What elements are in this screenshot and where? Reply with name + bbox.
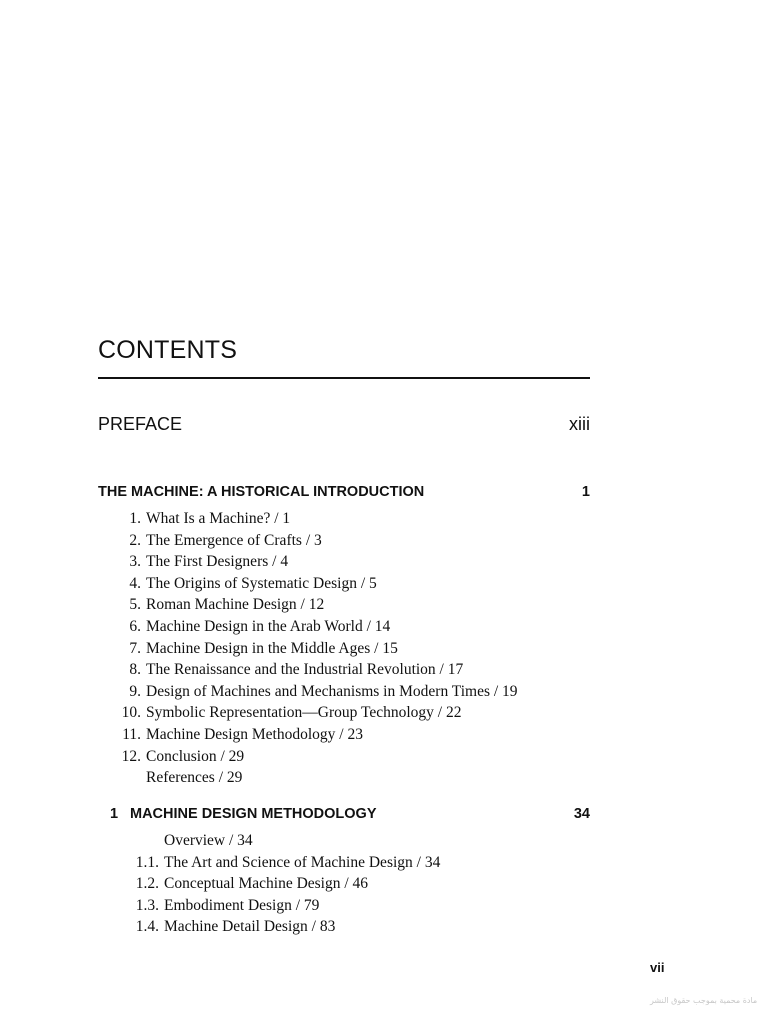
toc-entry	[98, 724, 518, 746]
entry-number: 7.	[129, 639, 141, 657]
toc-entry	[98, 916, 440, 938]
intro-heading: THE MACHINE: A HISTORICAL INTRODUCTION	[98, 484, 425, 500]
entry-number: 9.	[129, 682, 141, 700]
entry-number: 1.3.	[135, 896, 159, 914]
entry-number: 12.	[121, 747, 141, 765]
entry-text: The Renaissance and the Industrial Revolution / 17	[146, 661, 464, 679]
toc-entry	[98, 659, 518, 681]
entry-text: Symbolic Representation—Group Technology / 22	[146, 704, 462, 722]
entry-number: 3.	[129, 553, 141, 571]
entry-text: Machine Design in the Middle Ages / 15	[146, 639, 398, 657]
toc-intro-heading-row	[98, 484, 590, 500]
intro-entry-list	[98, 508, 518, 789]
toc-entry	[98, 573, 518, 595]
toc-entry-overview	[98, 830, 440, 852]
toc-entry	[98, 551, 518, 573]
entry-text: Conclusion / 29	[146, 747, 245, 765]
chapter1-entry-list	[98, 830, 440, 938]
entry-text: Embodiment Design / 79	[164, 896, 320, 914]
entry-text: Conceptual Machine Design / 46	[164, 875, 369, 893]
toc-entry	[98, 746, 518, 768]
entry-text: Machine Detail Design / 83	[164, 918, 336, 936]
entry-number: 6.	[129, 617, 141, 635]
toc-entry	[98, 638, 518, 660]
entry-text: References / 29	[146, 769, 243, 787]
toc-entry-references	[98, 767, 518, 789]
entry-text: The Art and Science of Machine Design / 34	[164, 853, 441, 871]
toc-entry	[98, 852, 440, 874]
entry-text: The Origins of Systematic Design / 5	[146, 574, 377, 592]
intro-page-number: 1	[581, 484, 590, 500]
entry-text: The First Designers / 4	[146, 553, 289, 571]
toc-entry	[98, 895, 440, 917]
entry-number: 1.2.	[135, 875, 159, 893]
entry-text: Design of Machines and Mechanisms in Modern Times / 19	[146, 682, 518, 700]
entry-text: The Emergence of Crafts / 3	[146, 531, 322, 549]
entry-text: Machine Design Methodology / 23	[146, 725, 363, 743]
entry-number: 5.	[129, 596, 141, 614]
entry-number: 2.	[129, 531, 141, 549]
preface-page-number: xiii	[569, 414, 590, 434]
chapter1-number: 1	[109, 806, 119, 822]
entry-text: Roman Machine Design / 12	[146, 596, 325, 614]
toc-entry	[98, 681, 518, 703]
entry-text: What Is a Machine? / 1	[146, 510, 291, 527]
entry-text: Machine Design in the Arab World / 14	[146, 617, 391, 635]
entry-number: 10.	[121, 704, 141, 722]
toc-chapter1-heading-row	[98, 806, 590, 822]
toc-entry	[98, 702, 518, 724]
toc-preface-row	[98, 414, 590, 435]
page-number: vii	[650, 960, 665, 975]
chapter1-heading: MACHINE DESIGN METHODOLOGY	[130, 806, 377, 822]
entry-number: 11.	[122, 725, 141, 743]
copyright-watermark: مادة محمية بموجب حقوق النشر	[650, 996, 758, 1005]
entry-number: 8.	[129, 661, 141, 679]
preface-label: PREFACE	[98, 414, 183, 434]
entry-number: 1.	[129, 510, 141, 527]
toc-entry	[98, 530, 518, 552]
toc-entry	[98, 594, 518, 616]
entry-number: 1.4.	[135, 918, 159, 936]
entry-number: 1.1.	[135, 853, 159, 871]
page-title: CONTENTS	[98, 336, 238, 364]
toc-entry	[98, 508, 518, 530]
entry-text: Overview / 34	[164, 832, 253, 849]
toc-entry	[98, 873, 440, 895]
chapter1-page-number: 34	[573, 806, 590, 822]
title-rule	[98, 377, 590, 379]
entry-number: 4.	[129, 574, 141, 592]
toc-entry	[98, 616, 518, 638]
